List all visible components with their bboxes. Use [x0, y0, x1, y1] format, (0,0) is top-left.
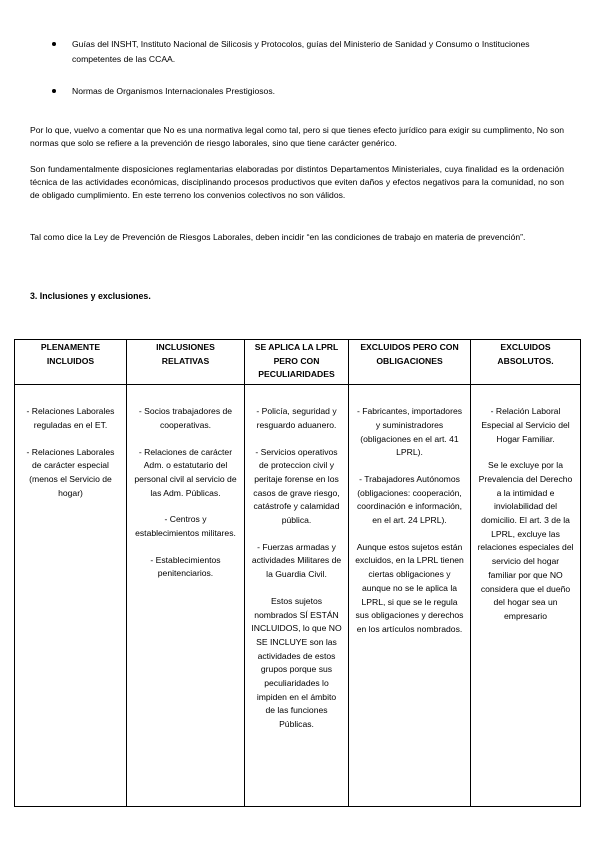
cell-excluidos-obligaciones — [349, 385, 471, 807]
cell-text: - Relaciones Laborales reguladas en el ET. — [26, 406, 115, 430]
header-excluidos-absolutos: EXCLUIDOS ABSOLUTOS. — [471, 340, 581, 385]
cell-text: - Socios trabajadores de cooperativas. — [138, 406, 233, 430]
section-heading: 3. Inclusiones y exclusiones. — [30, 291, 151, 301]
cell-text: - Fabricantes, importadores y suministradores (obligaciones en el art. 41 LPRL). — [356, 406, 463, 458]
cell-text: - Relaciones Laborales de carácter especial (menos el Servicio de hogar) — [26, 446, 115, 498]
cell-text: Aunque estos sujetos están excluidos, en la LPRL tienen ciertas obligaciones y aunque no se le aplica la LPRL, si que se le regula sus obligaciones y derechos en los artículos nombrados. — [355, 541, 464, 634]
header-inclusiones-relativas: INCLUSIONES RELATIVAS — [127, 340, 245, 385]
cell-text: Se le excluye por la Prevalencia del Derecho a la intimidad e inviolabilidad del domicilio. El art. 3 de la LPRL, excluye las relaciones especiales del servicio del hogar familiar por que NO considera que el dueño del hogar sea un empresario — [477, 460, 574, 621]
bullet-dot-icon — [52, 42, 56, 46]
bullet-item — [52, 84, 572, 99]
cell-text: - Policía, seguridad y resguardo aduanero. — [256, 406, 337, 430]
bullet-dot-icon — [52, 89, 56, 93]
bullet-list — [52, 37, 572, 99]
cell-inclusiones-relativas — [127, 385, 245, 807]
cell-text: - Relaciones de carácter Adm. o estatutario del personal civil al servicio de las Adm. Públicas. — [134, 446, 237, 498]
header-se-aplica-lprl: SE APLICA LA LPRL PERO CON PECULIARIDADES — [245, 340, 349, 385]
header-excluidos-obligaciones: EXCLUIDOS PERO CON OBLIGACIONES — [349, 340, 471, 385]
cell-text: - Servicios operativos de proteccion civil y peritaje forense en los casos de grave riesgo, catástrofe y calamidad pública. — [253, 446, 340, 526]
table-header-row — [15, 340, 581, 385]
paragraph-regulations: Son fundamentalmente disposiciones reglamentarias elaboradas por distintos Departamentos Ministeriales, cuya finalidad es la ordenación técnica de las actividades económicas, disciplinando procesos productivos que eviten daños y efectos negativos para la comunidad, no son de obligado cumplimiento. En este terreno los convenios colectivos no son válidos. — [30, 164, 564, 200]
inclusions-table — [14, 339, 581, 807]
header-plenamente-incluidos: PLENAMENTE INCLUIDOS — [15, 340, 127, 385]
cell-plenamente-incluidos — [15, 385, 127, 807]
table-row — [15, 385, 581, 807]
cell-text: - Establecimientos penitenciarios. — [150, 554, 221, 579]
paragraph-legal-effect: Por lo que, vuelvo a comentar que No es una normativa legal como tal, pero si que tienes efecto jurídico para exigir su cumplimento, No son normas que solo se refiere a la prevención de riesgo laborales, sino que tiene carácter genérico. — [30, 125, 564, 148]
cell-text: Estos sujetos nombrados SÍ ESTÁN INCLUIDOS, lo que NO SE INCLUYE son las actividades de estos grupos porque sus peculiaridades lo impiden en el ámbito de las funciones Públicas. — [251, 595, 342, 730]
bullet-text: Guías del INSHT, Instituto Nacional de Silicosis y Protocolos, guías del Ministerio de Sanidad y Consumo o Instituciones competentes de las CCAA. — [72, 39, 530, 64]
cell-excluidos-absolutos — [471, 385, 581, 807]
cell-text: - Fuerzas armadas y actividades Militares de la Guardia Civil. — [251, 541, 342, 580]
bullet-item — [52, 37, 572, 67]
cell-text: - Centros y establecimientos militares. — [135, 514, 236, 539]
cell-text: - Relación Laboral Especial al Servicio del Hogar Familiar. — [481, 406, 570, 444]
paragraph-lprl-quote: Tal como dice la Ley de Prevención de Riesgos Laborales, deben incidir “en las condiciones de trabajo en materia de prevención”. — [30, 232, 526, 242]
bullet-text: Normas de Organismos Internacionales Prestigiosos. — [72, 86, 275, 96]
cell-text: - Trabajadores Autónomos (obligaciones: cooperación, coordinación e información, en el art. 24 LPRL). — [356, 473, 463, 526]
cell-se-aplica-lprl — [245, 385, 349, 807]
